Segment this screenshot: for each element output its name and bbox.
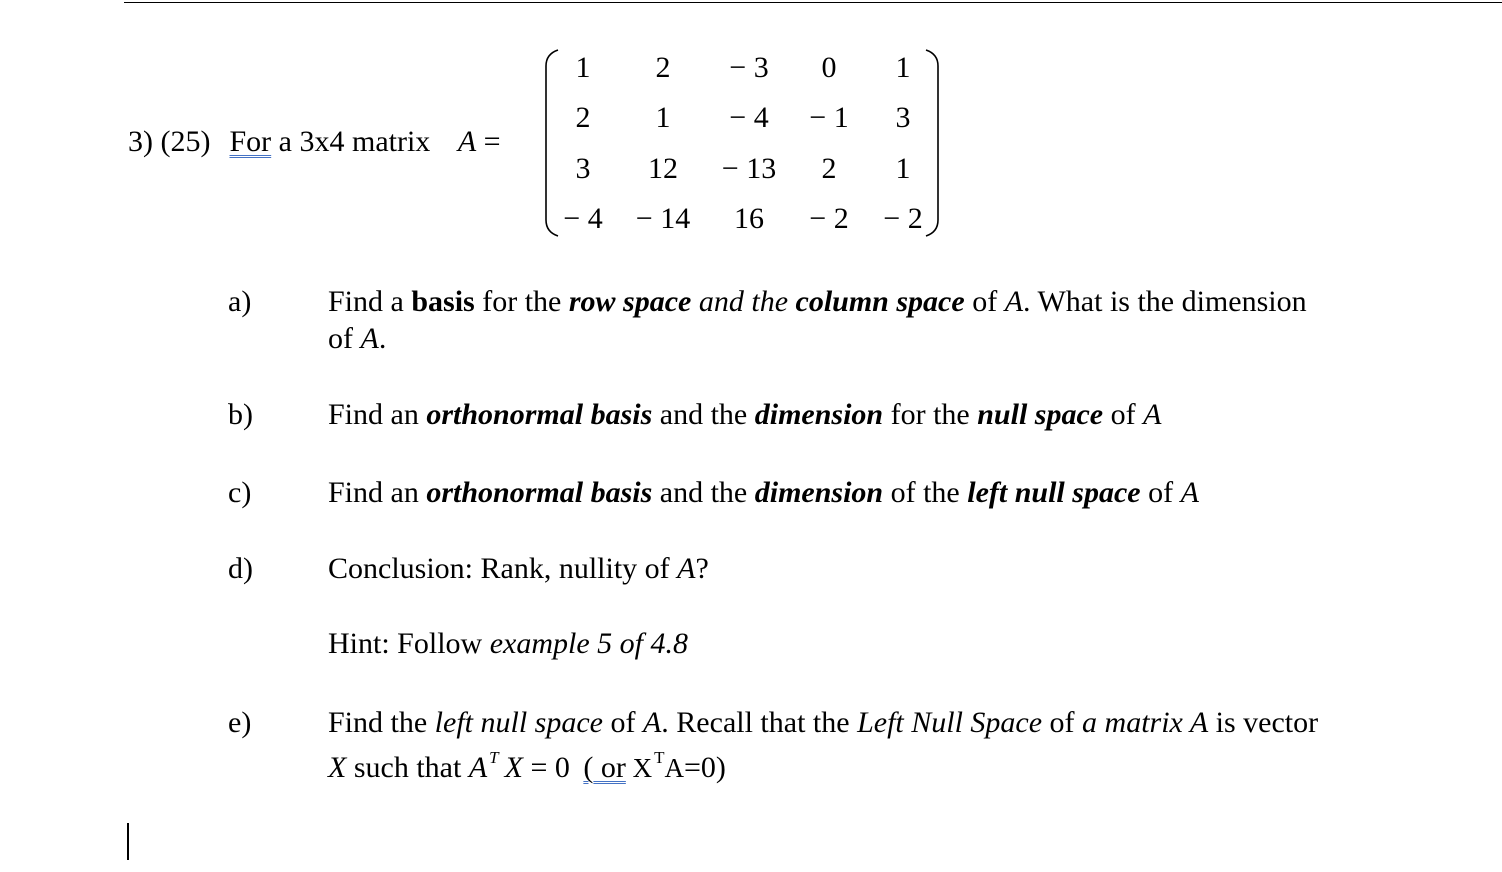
matrix	[544, 48, 942, 240]
transpose-superscript: T	[654, 748, 665, 767]
text-span: of	[1140, 476, 1181, 509]
matrix-symbol: A	[468, 751, 488, 784]
text-span: of	[1103, 398, 1144, 431]
matrix-symbol: A	[1180, 476, 1199, 509]
text-span: Conclusion: Rank, nullity of	[328, 552, 678, 585]
part-e-line2	[328, 750, 726, 790]
part-e-line1	[328, 705, 1318, 741]
text-span: such that	[346, 751, 469, 784]
text-span: Find an	[328, 398, 427, 431]
part-b-text	[328, 397, 1161, 433]
text-span: of the	[883, 476, 968, 509]
intro-text: a 3x4 matrix	[278, 125, 431, 158]
matrix-cell: 1	[575, 51, 591, 84]
bold-italic-term: orthonormal basis	[426, 476, 653, 509]
bold-italic-term: null space	[977, 398, 1104, 431]
text-span: of	[328, 322, 361, 355]
matrix-name: A	[457, 125, 477, 158]
text-span: =0)	[684, 751, 726, 784]
matrix-cell: 3	[895, 101, 911, 134]
top-rule	[124, 2, 1502, 3]
matrix-cell: − 13	[721, 152, 777, 185]
matrix-cell: 2	[821, 152, 837, 185]
matrix-symbol: A	[360, 322, 379, 355]
hint-text	[328, 626, 688, 662]
part-c-label: c)	[228, 476, 252, 509]
part-b-label: b)	[228, 398, 253, 431]
matrix-cell: 0	[821, 51, 837, 84]
matrix-cell: − 4	[729, 101, 769, 134]
part-d-text	[328, 551, 709, 587]
part-a-label: a)	[228, 285, 252, 318]
text-span: for the	[883, 398, 978, 431]
matrix-symbol: A	[1143, 398, 1162, 431]
matrix-cell: 1	[655, 101, 671, 134]
italic-span: and the	[691, 285, 796, 318]
matrix-cell: − 2	[883, 202, 923, 235]
bold-italic-term: row space	[568, 285, 692, 318]
matrix-cell: − 14	[635, 202, 691, 235]
transpose-superscript: T	[489, 748, 499, 767]
part-d-label: d)	[228, 552, 253, 585]
matrix-symbol: A	[1004, 285, 1024, 318]
italic-span: Left Null Space	[857, 706, 1043, 739]
text-span: (	[583, 751, 594, 784]
problem-intro	[128, 124, 501, 160]
matrix-cell: 3	[575, 152, 591, 185]
matrix-cell: 2	[575, 101, 591, 134]
bold-italic-term: dimension	[754, 476, 884, 509]
bold-term: basis	[411, 285, 475, 318]
matrix-cell: − 1	[809, 101, 849, 134]
matrix-symbol: A	[677, 552, 696, 585]
part-a-line2	[328, 321, 386, 357]
italic-span: example 5 of 4.8	[489, 627, 688, 660]
text-span: Hint: Follow	[328, 627, 490, 660]
problem-number: 3)	[128, 125, 153, 158]
matrix-cell: − 3	[729, 51, 769, 84]
matrix-cell: 16	[734, 202, 764, 235]
text-span: Find a	[328, 285, 412, 318]
part-c-text	[328, 475, 1199, 511]
text-span: Find the	[328, 706, 435, 739]
text-span: . What is the dimension	[1023, 285, 1307, 318]
text-span: of	[964, 285, 1005, 318]
text-span: or	[593, 751, 626, 784]
bold-italic-term: dimension	[754, 398, 884, 431]
problem-points: (25)	[160, 125, 211, 158]
matrix-cell: − 2	[809, 202, 849, 235]
italic-span: left null space	[434, 706, 603, 739]
for-word[interactable]: For	[229, 125, 272, 158]
text-span: and the	[652, 398, 755, 431]
matrix-symbol: A	[642, 706, 662, 739]
matrix-symbol: A	[664, 753, 684, 783]
matrix-cell: − 4	[563, 202, 603, 235]
text-span: ?	[695, 552, 709, 585]
text-span: of	[1042, 706, 1083, 739]
equals-sign: =	[483, 125, 501, 158]
part-a-line1	[328, 284, 1307, 320]
text-span: .	[378, 322, 387, 355]
underlined-paren-or[interactable]	[583, 751, 626, 784]
text-span: for the	[474, 285, 569, 318]
matrix-cell: 1	[895, 51, 911, 84]
part-e-label: e)	[228, 706, 252, 739]
bold-italic-term: left null space	[967, 476, 1141, 509]
italic-span: a matrix A	[1082, 706, 1209, 739]
vector-symbol: X	[625, 753, 653, 783]
text-span: Find an	[328, 476, 427, 509]
vector-symbol: X	[504, 751, 523, 784]
text-span: of	[602, 706, 643, 739]
matrix-cell: 2	[655, 51, 671, 84]
text-span: = 0	[522, 751, 578, 784]
text-span: is vector	[1208, 706, 1319, 739]
matrix-cell: 1	[895, 152, 911, 185]
bold-italic-term: orthonormal basis	[426, 398, 653, 431]
text-cursor[interactable]	[127, 823, 129, 860]
text-span: and the	[652, 476, 755, 509]
vector-symbol: X	[328, 751, 347, 784]
text-span: . Recall that the	[661, 706, 858, 739]
bold-italic-term: column space	[795, 285, 965, 318]
matrix-cell: 12	[648, 152, 678, 185]
